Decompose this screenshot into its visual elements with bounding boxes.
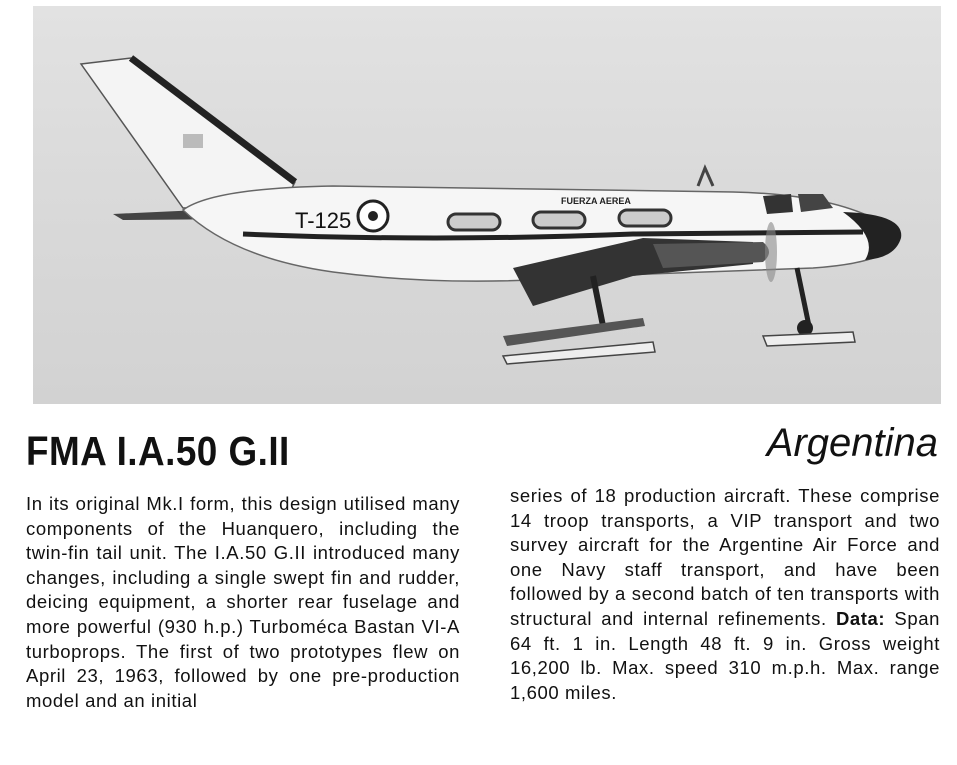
body-text-right-column [510,484,940,705]
fuselage-lettering: FUERZA AEREA [561,196,631,206]
aircraft-title: FMA I.A.50 G.II [26,428,290,474]
roundel-center [368,211,378,221]
nose-ski [763,332,855,346]
aircraft-photo [33,6,941,404]
antenna [698,168,713,186]
main-ski [503,318,645,346]
tail-fin [81,58,295,208]
right-column-text: series of 18 production aircraft. These comprise 14 troop transports, a VIP transport and two survey aircraft for the Argentine Air Force and one Navy staff transport, and have been followed by a second batch of ten transports with structural and internal refinements. [510,485,940,629]
aircraft-illustration [33,6,941,404]
country-label: Argentina [766,421,938,465]
specification-text: Span 64 ft. 1 in. Length 48 ft. 9 in. Gross weight 16,200 lb. Max. speed 310 m.p.h. Max. range 1,600 miles. [510,607,940,703]
data-label: Data: [835,607,886,629]
cabin-window [448,214,500,230]
tail-code: T-125 [295,208,352,233]
nose-gear-strut [797,268,809,326]
tail-flag [183,134,203,148]
main-ski [503,342,655,364]
cockpit-window [763,194,793,214]
cabin-window [533,212,585,228]
body-text-left-column: In its original Mk.I form, this design utilised many components of the Huanquero, including the twin-fin tail unit. The I.A.50 G.II introduced many changes, including a single swept fin and rudder, deicing equipment, a shorter rear fuselage and more powerful (930 h.p.) Turboméca Bastan VI-A turboprops. The first of two prototypes flew on April 23, 1963, followed by one pre-production model and an initial [26,493,460,711]
cabin-window [619,210,671,226]
propeller [765,222,777,282]
